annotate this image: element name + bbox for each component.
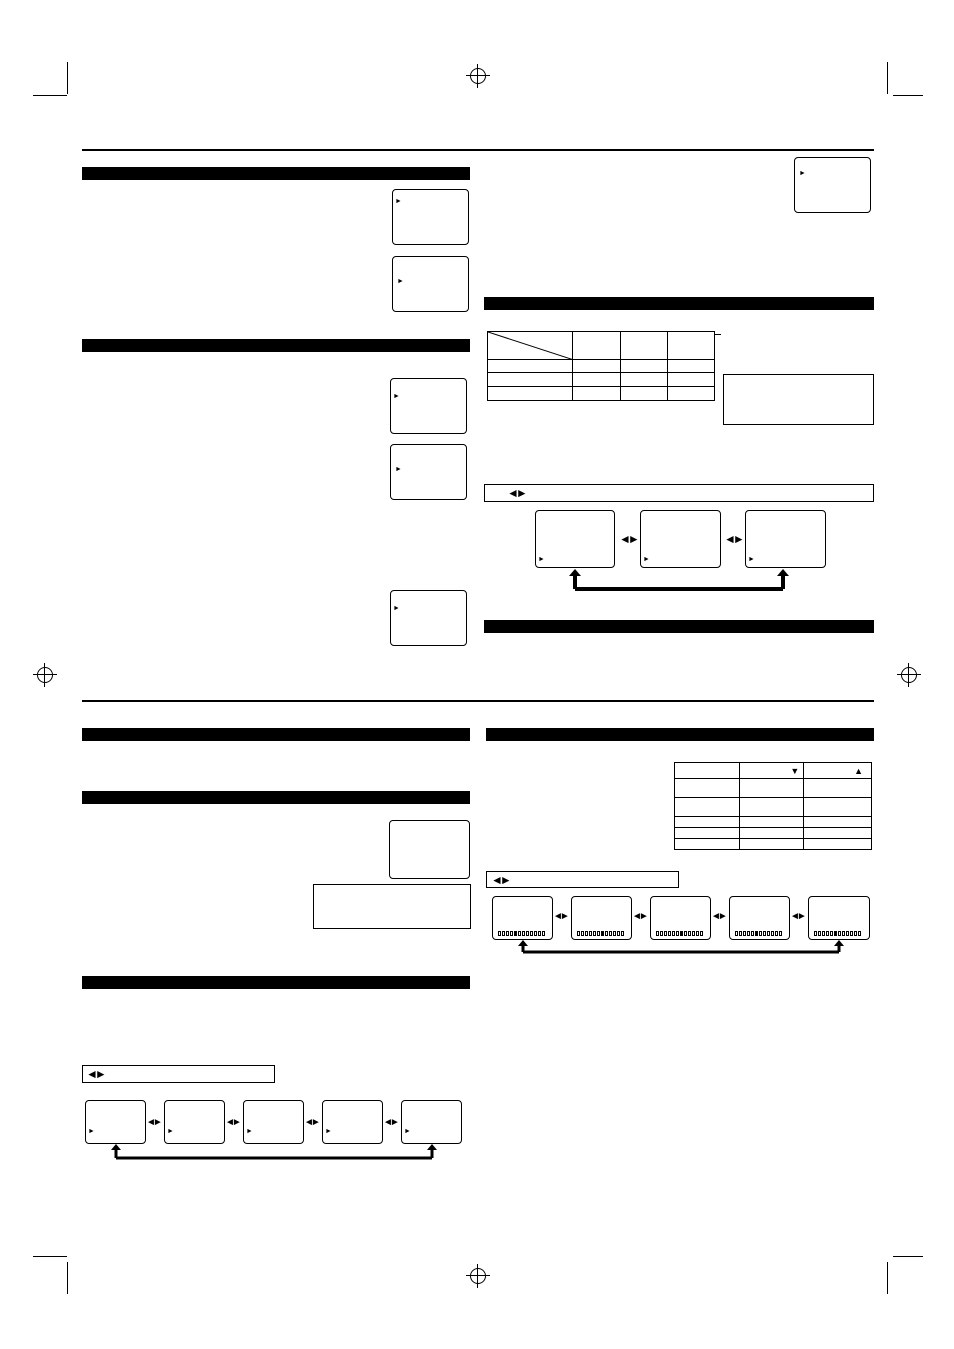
middle-rule <box>82 700 874 702</box>
cursor-icon: ► <box>397 278 404 285</box>
sequence-label-box <box>486 871 679 888</box>
osd-screen <box>243 1100 304 1144</box>
table-cell <box>620 387 667 401</box>
osd-screen <box>640 510 721 568</box>
crop-mark <box>67 62 68 94</box>
table-cell <box>488 360 573 373</box>
table-cell <box>667 373 714 387</box>
loop-arrow-icon <box>108 1144 440 1162</box>
osd-screen <box>808 896 870 940</box>
osd-screen <box>745 510 826 568</box>
table-cell <box>675 828 740 839</box>
double-arrow-icon: ◄► <box>790 911 804 922</box>
section-header-bar <box>484 620 874 633</box>
osd-screen <box>390 590 467 646</box>
table-cell <box>675 798 740 817</box>
osd-screen <box>389 820 470 879</box>
crop-mark <box>893 1256 923 1257</box>
double-arrow-icon: ◄► <box>553 911 567 922</box>
diagonal-line-icon <box>488 332 574 360</box>
osd-screen <box>322 1100 383 1144</box>
table-cell <box>804 839 872 850</box>
registration-mark-icon <box>466 1264 490 1288</box>
level-bar-icon <box>656 931 703 936</box>
cursor-icon: ► <box>538 556 545 563</box>
registration-mark-icon <box>33 663 57 687</box>
level-bar-icon <box>498 931 545 936</box>
section-header-bar <box>82 728 470 741</box>
section-header-bar <box>82 339 470 352</box>
osd-screen <box>85 1100 146 1144</box>
table-cell <box>740 817 804 828</box>
table-cell <box>740 839 804 850</box>
sequence-label-box <box>484 484 874 502</box>
crop-mark <box>33 95 67 96</box>
osd-screen <box>650 896 711 940</box>
double-arrow-icon: ◄► <box>619 532 637 546</box>
table-cell <box>573 332 620 360</box>
osd-screen <box>390 444 467 500</box>
osd-screen <box>729 896 790 940</box>
double-arrow-icon: ◄► <box>632 911 646 922</box>
section-header-bar <box>484 297 874 310</box>
level-bar-icon <box>577 931 624 936</box>
osd-screen <box>390 378 467 434</box>
table-cell <box>573 360 620 373</box>
callout-leader <box>715 334 721 335</box>
cursor-icon: ► <box>395 198 402 205</box>
cursor-icon: ► <box>393 393 400 400</box>
table-cell <box>667 332 714 360</box>
double-arrow-icon: ◄► <box>86 1067 104 1081</box>
double-arrow-icon: ◄► <box>383 1117 397 1128</box>
osd-screen <box>535 510 615 568</box>
table-cell <box>804 779 872 798</box>
cursor-icon: ► <box>325 1128 332 1135</box>
section-header-bar <box>82 167 470 180</box>
cursor-icon: ► <box>748 556 755 563</box>
crop-mark <box>887 62 888 94</box>
table-cell <box>740 828 804 839</box>
loop-arrow-icon <box>516 940 846 956</box>
table-cell <box>488 373 573 387</box>
table-cell <box>740 779 804 798</box>
table-cell <box>804 817 872 828</box>
cursor-icon: ► <box>167 1128 174 1135</box>
table-cell <box>573 387 620 401</box>
table-cell <box>675 839 740 850</box>
crop-mark <box>893 95 923 96</box>
cursor-icon: ► <box>393 605 400 612</box>
double-arrow-icon: ◄► <box>225 1117 239 1128</box>
down-arrow-icon: ▼ <box>740 763 804 779</box>
osd-screen <box>794 157 871 213</box>
table-cell <box>740 798 804 817</box>
section-header-bar <box>82 976 470 989</box>
loop-arrow-icon <box>566 569 792 593</box>
table-cell <box>804 798 872 817</box>
osd-screen <box>401 1100 462 1144</box>
double-arrow-icon: ◄► <box>491 873 509 887</box>
table-cell <box>488 387 573 401</box>
table-cell <box>675 763 740 779</box>
level-bar-icon <box>735 931 782 936</box>
cursor-icon: ► <box>88 1128 95 1135</box>
note-box <box>313 884 471 929</box>
cursor-icon: ► <box>246 1128 253 1135</box>
double-arrow-icon: ◄► <box>146 1117 160 1128</box>
table-cell <box>620 360 667 373</box>
crop-mark <box>33 1256 67 1257</box>
osd-screen <box>392 189 469 245</box>
settings-table <box>487 331 715 401</box>
registration-mark-icon <box>897 663 921 687</box>
section-header-bar <box>486 728 874 741</box>
osd-screen <box>392 256 469 312</box>
registration-mark-icon <box>466 64 490 88</box>
crop-mark <box>887 1262 888 1294</box>
cursor-icon: ► <box>404 1128 411 1135</box>
table-cell <box>667 360 714 373</box>
osd-screen <box>164 1100 225 1144</box>
double-arrow-icon: ◄► <box>724 532 742 546</box>
note-box <box>723 374 874 425</box>
table-cell <box>675 817 740 828</box>
table-cell <box>620 373 667 387</box>
cursor-icon: ► <box>643 556 650 563</box>
table-cell <box>675 779 740 798</box>
osd-screen <box>571 896 632 940</box>
top-rule <box>82 149 874 151</box>
osd-screen <box>492 896 553 940</box>
double-arrow-icon: ◄► <box>711 911 725 922</box>
table-cell <box>620 332 667 360</box>
adjustment-table <box>674 762 872 850</box>
table-cell <box>573 373 620 387</box>
up-arrow-icon: ▲ <box>804 763 872 779</box>
table-cell <box>804 828 872 839</box>
sequence-label-box <box>82 1065 275 1083</box>
cursor-icon: ► <box>395 466 402 473</box>
crop-mark <box>67 1262 68 1294</box>
level-bar-icon <box>814 931 861 936</box>
diagonal-header-cell <box>488 332 573 360</box>
section-header-bar <box>82 791 470 804</box>
table-cell <box>667 387 714 401</box>
double-arrow-icon: ◄► <box>507 486 525 500</box>
double-arrow-icon: ◄► <box>304 1117 318 1128</box>
cursor-icon: ► <box>799 170 806 177</box>
